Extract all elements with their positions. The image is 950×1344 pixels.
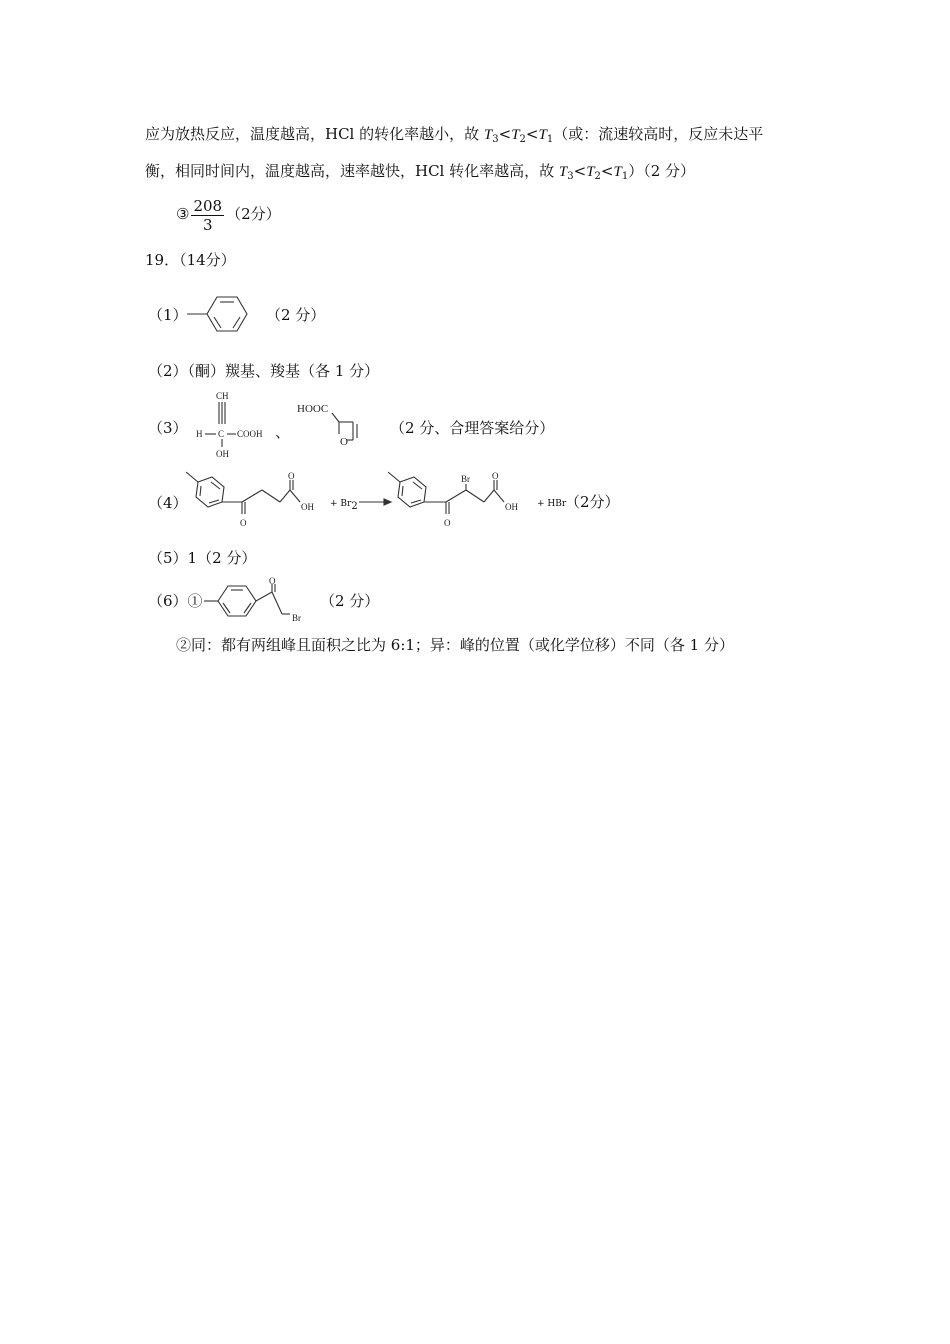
line2-text-end: ）（2 分） bbox=[628, 162, 696, 180]
fraction-denominator: 3 bbox=[203, 215, 213, 234]
atom-label: O bbox=[269, 576, 276, 586]
bromoacetyl-toluene-structure bbox=[202, 576, 322, 628]
atom-label: OH bbox=[216, 449, 229, 459]
atom-label: OH bbox=[505, 502, 518, 512]
circled-1-marker: ① bbox=[187, 592, 203, 610]
temp-symbol: T bbox=[483, 127, 493, 143]
answer-6-score: （2 分） bbox=[320, 592, 380, 610]
circled-3-marker: ③ bbox=[176, 205, 190, 223]
answer-6-label bbox=[148, 591, 203, 611]
subscript: 1 bbox=[546, 134, 554, 145]
atom-label: Br bbox=[461, 474, 470, 484]
fraction-numerator: 208 bbox=[193, 196, 223, 215]
answer-line-2 bbox=[145, 161, 695, 187]
answer-6-number: （6） bbox=[148, 592, 188, 610]
atom-label: H bbox=[196, 429, 203, 439]
line1-text: 应为放热反应，温度越高，HCl 的转化率越小，故 bbox=[145, 125, 484, 143]
temp-symbol: T bbox=[511, 127, 520, 143]
toluene-structure bbox=[185, 290, 265, 340]
answer-6-part-2: ②同：都有两组峰且面积之比为 6:1；异：峰的位置（或化学位移）不同（各 1 分） bbox=[176, 636, 734, 654]
atom-label: CH bbox=[216, 391, 229, 401]
subscript: 2 bbox=[519, 134, 526, 145]
plus-bromine bbox=[330, 494, 358, 517]
answer-1-label: （1） bbox=[148, 306, 188, 324]
less-than: < bbox=[498, 125, 512, 143]
answer-5: （5）1（2 分） bbox=[148, 549, 257, 567]
plus-hydrogen-bromide: + HBr bbox=[537, 499, 567, 509]
product-structure bbox=[386, 470, 531, 532]
answer-line-1 bbox=[145, 124, 763, 150]
atom-label: O bbox=[340, 436, 348, 448]
subscript: 2 bbox=[351, 501, 358, 512]
atom-label: O bbox=[444, 518, 451, 528]
atom-label: OH bbox=[301, 502, 314, 512]
fraction bbox=[191, 197, 224, 234]
answer-3-label: （3） bbox=[148, 419, 188, 437]
atom-label: O bbox=[288, 471, 295, 481]
subscript: 1 bbox=[621, 171, 629, 182]
temp-symbol: T bbox=[613, 164, 622, 180]
temp-symbol: T bbox=[586, 164, 595, 180]
structure-oxete-carboxylic-acid bbox=[295, 396, 365, 452]
line2-text: 衡，相同时间内，温度越高，速率越快，HCl 转化率越高，故 bbox=[145, 162, 559, 180]
answer-4-score: （2分） bbox=[565, 493, 620, 511]
separator: 、 bbox=[275, 423, 291, 441]
atom-label: COOH bbox=[237, 429, 263, 439]
answer-1-score: （2 分） bbox=[266, 306, 326, 324]
atom-label: Br bbox=[292, 613, 301, 623]
question-19-heading: 19．（14分） bbox=[145, 251, 236, 269]
subscript: 3 bbox=[567, 171, 574, 182]
reagent-label: + Br bbox=[330, 499, 352, 509]
atom-label: HOOC bbox=[297, 403, 329, 415]
score: （2分） bbox=[226, 205, 281, 223]
less-than: < bbox=[600, 162, 614, 180]
reactant-structure bbox=[184, 470, 324, 532]
answer-4-label: （4） bbox=[148, 494, 188, 512]
subscript: 2 bbox=[594, 171, 601, 182]
line1-text-end: （或：流速较高时，反应未达平 bbox=[553, 125, 764, 143]
answer-2: （2）（酮）羰基、羧基（各 1 分） bbox=[148, 362, 380, 380]
atom-label: C bbox=[218, 429, 225, 439]
answer-3-score: （2 分、合理答案给分） bbox=[390, 419, 555, 437]
atom-label: O bbox=[240, 518, 247, 528]
atom-label: O bbox=[492, 471, 499, 481]
less-than: < bbox=[573, 162, 587, 180]
temp-symbol: T bbox=[558, 164, 568, 180]
temp-symbol: T bbox=[538, 127, 547, 143]
answer-item-3 bbox=[176, 196, 281, 234]
subscript: 3 bbox=[492, 134, 499, 145]
less-than: < bbox=[525, 125, 539, 143]
structure-alkyne-hydroxy-acid bbox=[192, 388, 272, 460]
